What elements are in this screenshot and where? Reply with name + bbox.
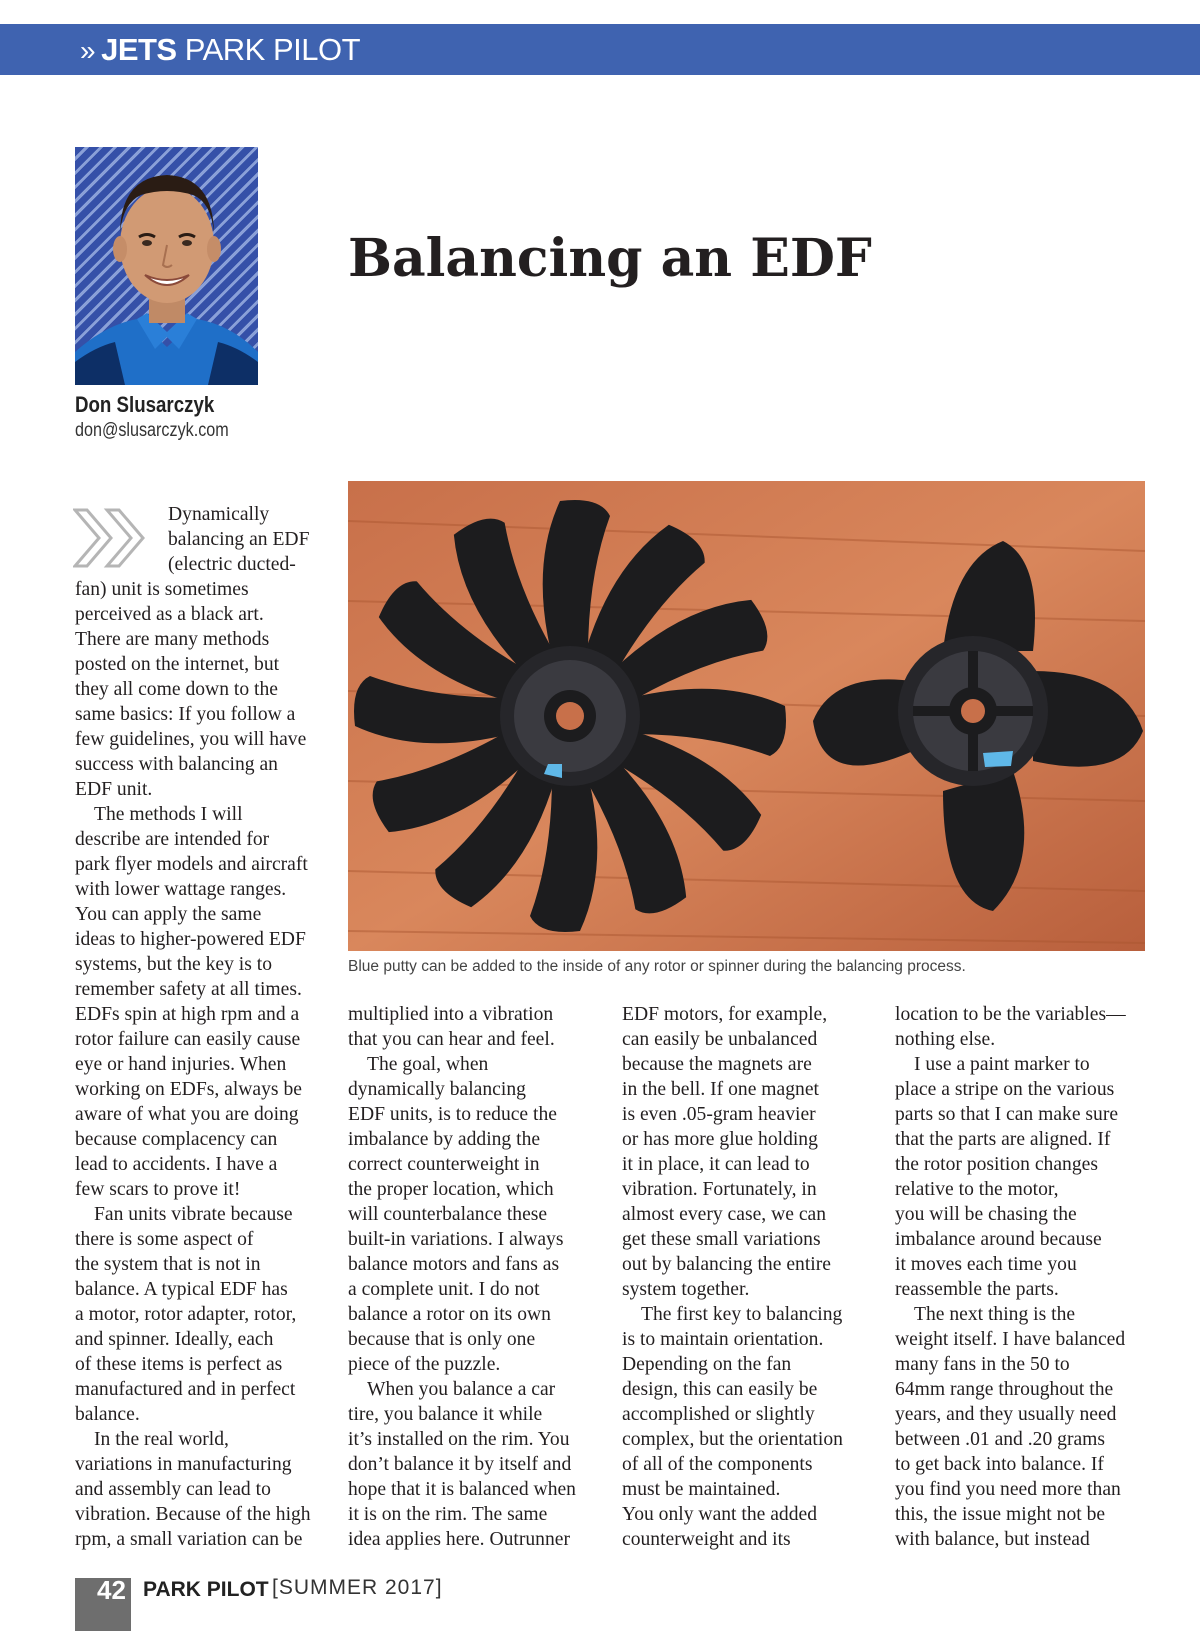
- author-email[interactable]: don@slusarczyk.com: [75, 420, 229, 441]
- text-line: systems, but the key is to: [75, 954, 273, 975]
- text-line: or has more glue holding: [622, 1129, 818, 1150]
- text-line: tire, you balance it while: [348, 1404, 543, 1425]
- text-line: place a stripe on the various: [895, 1079, 1115, 1100]
- text-line: ideas to higher-powered EDF: [75, 929, 306, 950]
- text-line: The next thing is the: [914, 1304, 1076, 1325]
- text-line: EDFs spin at high rpm and a: [75, 1004, 300, 1025]
- text-line: that you can hear and feel.: [348, 1029, 555, 1050]
- text-line: Dynamically: [168, 504, 270, 525]
- text-line: vibration. Fortunately, in: [622, 1179, 817, 1200]
- text-line: EDF units, is to reduce the: [348, 1104, 557, 1125]
- text-line: working on EDFs, always be: [75, 1079, 302, 1100]
- text-line: manufactured and in perfect: [75, 1379, 296, 1400]
- author-name: Don Slusarczyk: [75, 392, 215, 417]
- text-line: they all come down to the: [75, 679, 278, 700]
- text-line: with lower wattage ranges.: [75, 879, 287, 900]
- text-line: variations in manufacturing: [75, 1454, 292, 1475]
- author-photo: [75, 147, 258, 385]
- text-line: it in place, it can lead to: [622, 1154, 810, 1175]
- text-line: accomplished or slightly: [622, 1404, 815, 1425]
- text-line: and spinner. Ideally, each: [75, 1329, 274, 1350]
- text-line: because the magnets are: [622, 1054, 812, 1075]
- header-bar: [0, 24, 1200, 75]
- page-number: 42: [97, 1575, 126, 1605]
- text-line: complex, but the orientation: [622, 1429, 843, 1450]
- text-line: a complete unit. I do not: [348, 1279, 540, 1300]
- photo-caption: Blue putty can be added to the inside of any rotor or spinner during the balancing process.: [348, 958, 966, 975]
- text-line: hope that it is balanced when: [348, 1479, 576, 1500]
- text-line: the rotor position changes: [895, 1154, 1098, 1175]
- text-line: imbalance by adding the: [348, 1129, 541, 1150]
- text-line: (electric ducted-: [168, 554, 296, 575]
- text-line: almost every case, we can: [622, 1204, 827, 1225]
- article-column-4: [895, 1002, 1126, 1552]
- article-column-1: [75, 502, 311, 1552]
- text-line: EDF motors, for example,: [622, 1004, 828, 1025]
- header-section: JETS: [101, 32, 177, 67]
- text-line: of these items is perfect as: [75, 1354, 283, 1375]
- text-line: park flyer models and aircraft: [75, 854, 308, 875]
- footer-issue: [SUMMER 2017]: [272, 1576, 443, 1599]
- text-line: rpm, a small variation can be: [75, 1529, 303, 1550]
- text-line: there is some aspect of: [75, 1229, 254, 1250]
- text-line: 64mm range throughout the: [895, 1379, 1114, 1400]
- text-line: same basics: If you follow a: [75, 704, 296, 725]
- text-line: The goal, when: [367, 1054, 489, 1075]
- text-line: balance a rotor on its own: [348, 1304, 551, 1325]
- text-line: imbalance around because: [895, 1229, 1102, 1250]
- text-line: system together.: [622, 1279, 750, 1300]
- text-line: built-in variations. I always: [348, 1229, 564, 1250]
- text-line: this, the issue might not be: [895, 1504, 1106, 1525]
- text-line: balance.: [75, 1404, 140, 1425]
- text-line: many fans in the 50 to: [895, 1354, 1070, 1375]
- text-line: the system that is not in: [75, 1254, 261, 1275]
- text-line: few scars to prove it!: [75, 1179, 241, 1200]
- text-line: Fan units vibrate because: [94, 1204, 293, 1225]
- text-line: the proper location, which: [348, 1179, 554, 1200]
- article-column-2: [348, 1002, 576, 1552]
- text-line: piece of the puzzle.: [348, 1354, 501, 1375]
- text-line: remember safety at all times.: [75, 979, 302, 1000]
- text-line: a motor, rotor adapter, rotor,: [75, 1304, 297, 1325]
- text-line: you will be chasing the: [895, 1204, 1077, 1225]
- article-column-3: [622, 1002, 843, 1552]
- article-photo: [348, 481, 1145, 951]
- text-line: There are many methods: [75, 629, 270, 650]
- text-line: of all of the components: [622, 1454, 813, 1475]
- text-line: idea applies here. Outrunner: [348, 1529, 570, 1550]
- text-line: is to maintain orientation.: [622, 1329, 824, 1350]
- text-line: lead to accidents. I have a: [75, 1154, 278, 1175]
- text-line: You only want the added: [622, 1504, 818, 1525]
- article-title: Balancing an EDF: [348, 228, 872, 289]
- text-line: When you balance a car: [367, 1379, 556, 1400]
- text-line: aware of what you are doing: [75, 1104, 299, 1125]
- text-line: in the bell. If one magnet: [622, 1079, 819, 1100]
- double-chevron-icon: »: [80, 35, 96, 66]
- text-line: relative to the motor,: [895, 1179, 1059, 1200]
- text-line: to get back into balance. If: [895, 1454, 1104, 1475]
- text-line: perceived as a black art.: [75, 604, 264, 625]
- text-line: counterweight and its: [622, 1529, 791, 1550]
- text-line: vibration. Because of the high: [75, 1504, 311, 1525]
- text-line: Depending on the fan: [622, 1354, 792, 1375]
- text-line: In the real world,: [94, 1429, 229, 1450]
- text-line: you find you need more than: [895, 1479, 1121, 1500]
- text-line: with balance, but instead: [895, 1529, 1090, 1550]
- text-line: reassemble the parts.: [895, 1279, 1059, 1300]
- text-line: because complacency can: [75, 1129, 278, 1150]
- text-line: and assembly can lead to: [75, 1479, 271, 1500]
- text-line: don’t balance it by itself and: [348, 1454, 572, 1475]
- text-line: because that is only one: [348, 1329, 536, 1350]
- text-line: rotor failure can easily cause: [75, 1029, 301, 1050]
- text-line: You can apply the same: [75, 904, 262, 925]
- text-line: few guidelines, you will have: [75, 729, 307, 750]
- text-line: balance motors and fans as: [348, 1254, 560, 1275]
- text-line: parts so that I can make sure: [895, 1104, 1119, 1125]
- text-line: years, and they usually need: [895, 1404, 1117, 1425]
- text-line: that the parts are aligned. If: [895, 1129, 1111, 1150]
- text-line: it is on the rim. The same: [348, 1504, 548, 1525]
- text-line: get these small variations: [622, 1229, 821, 1250]
- text-line: The methods I will: [94, 804, 243, 825]
- text-line: design, this can easily be: [622, 1379, 818, 1400]
- text-line: it moves each time you: [895, 1254, 1077, 1275]
- text-line: weight itself. I have balanced: [895, 1329, 1126, 1350]
- text-line: posted on the internet, but: [75, 654, 280, 675]
- text-line: between .01 and .20 grams: [895, 1429, 1106, 1450]
- text-line: The first key to balancing: [641, 1304, 843, 1325]
- text-line: out by balancing the entire: [622, 1254, 831, 1275]
- text-line: success with balancing an: [75, 754, 278, 775]
- text-line: eye or hand injuries. When: [75, 1054, 287, 1075]
- text-line: is even .05-gram heavier: [622, 1104, 816, 1125]
- text-line: describe are intended for: [75, 829, 270, 850]
- text-line: balancing an EDF: [168, 529, 310, 550]
- text-line: I use a paint marker to: [914, 1054, 1090, 1075]
- text-line: dynamically balancing: [348, 1079, 526, 1100]
- text-line: it’s installed on the rim. You: [348, 1429, 570, 1450]
- text-line: location to be the variables—: [895, 1004, 1126, 1025]
- text-line: must be maintained.: [622, 1479, 781, 1500]
- text-line: EDF unit.: [75, 779, 153, 800]
- text-line: balance. A typical EDF has: [75, 1279, 288, 1300]
- header-title: [80, 32, 360, 68]
- text-line: can easily be unbalanced: [622, 1029, 818, 1050]
- text-line: correct counterweight in: [348, 1154, 540, 1175]
- text-line: will counterbalance these: [348, 1204, 548, 1225]
- text-line: multiplied into a vibration: [348, 1004, 554, 1025]
- text-line: fan) unit is sometimes: [75, 579, 249, 600]
- footer-magazine: PARK PILOT: [143, 1578, 269, 1601]
- text-line: nothing else.: [895, 1029, 996, 1050]
- header-magazine: PARK PILOT: [184, 32, 361, 67]
